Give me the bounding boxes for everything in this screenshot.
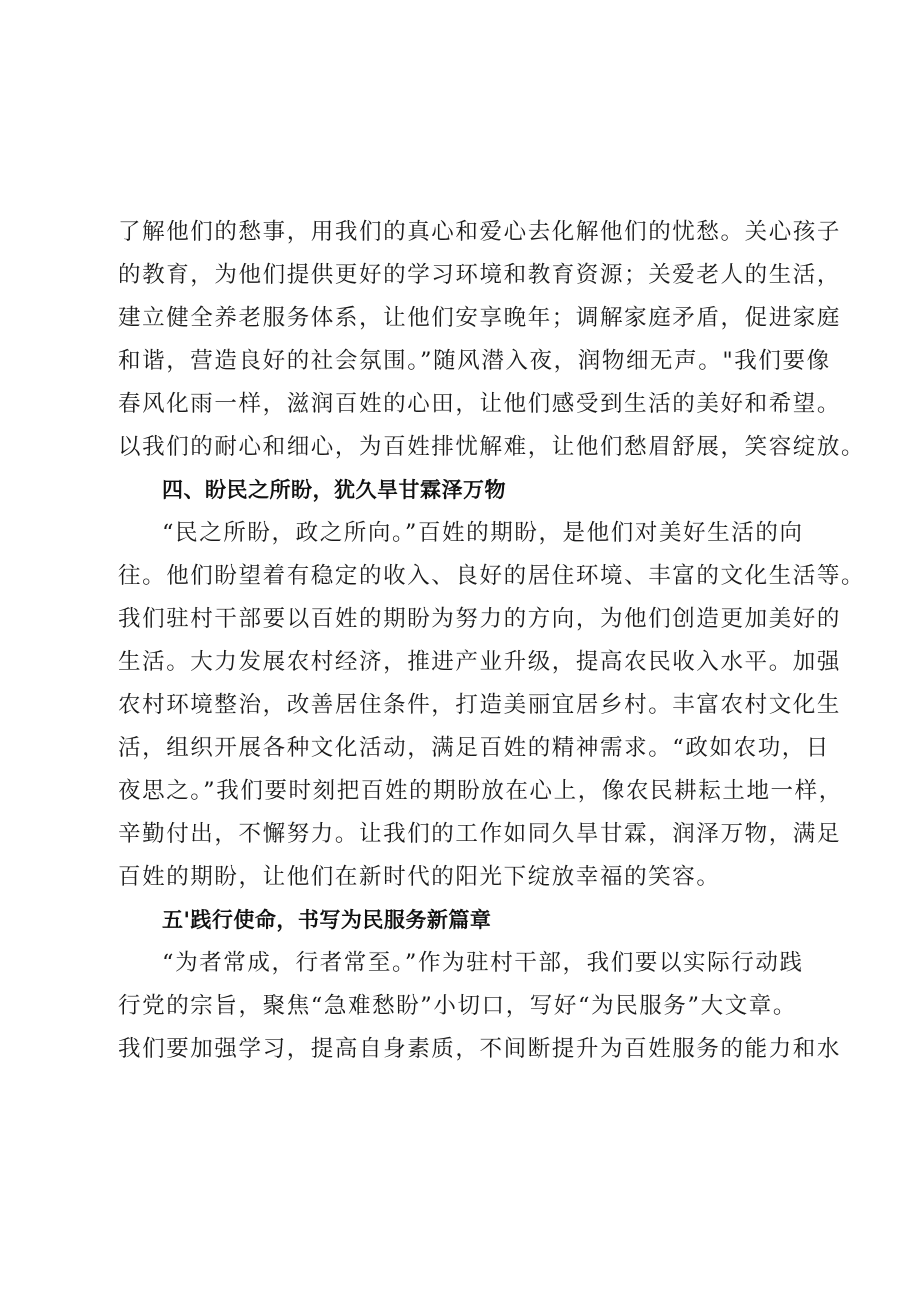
paragraph-line: 建立健全养老服务体系，让他们安享晚年；调解家庭矛盾，促进家庭 [118,305,842,331]
paragraph-line: 辛勤付出，不懈努力。让我们的工作如同久旱甘霖，润泽万物，满足 [118,821,842,847]
paragraph-line: 生活。大力发展农村经济，推进产业升级，提高农民收入水平。加强 [118,649,842,675]
paragraph-line: 的教育，为他们提供更好的学习环境和教育资源；关爱老人的生活， [118,262,842,288]
paragraph-line: 农村环境整治，改善居住条件，打造美丽宜居乡村。丰富农村文化生 [118,692,842,718]
paragraph-line: 我们要加强学习，提高自身素质，不间断提升为百姓服务的能力和水 [118,1036,842,1062]
paragraph-line: “民之所盼，政之所向。”百姓的期盼，是他们对美好生活的向 [162,520,804,546]
paragraph-line: 和谐，营造良好的社会氛围。”随风潜入夜，润物细无声。"我们要像 [118,348,831,374]
paragraph-line: 了解他们的愁事，用我们的真心和爱心去化解他们的忧愁。关心孩子 [118,219,842,245]
paragraph-line: 夜思之。”我们要时刻把百姓的期盼放在心上，像农民耕耘土地一样， [118,778,843,804]
paragraph-line: 我们驻村干部要以百姓的期盼为努力的方向，为他们创造更加美好的 [118,606,842,632]
paragraph-line: 行党的宗旨，聚焦“急难愁盼”小切口，写好“为民服务”大文章。 [118,993,798,1019]
paragraph-line: 春风化雨一样，滋润百姓的心田，让他们感受到生活的美好和希望。 [118,391,842,417]
paragraph-line: “为者常成，行者常至。”作为驻村干部，我们要以实际行动践 [162,950,804,976]
paragraph-line: 以我们的耐心和细心，为百姓排忧解难，让他们愁眉舒展，笑容绽放。 [118,434,866,460]
paragraph-line: 百姓的期盼，让他们在新时代的阳光下绽放幸福的笑容。 [118,864,721,890]
paragraph-line: 往。他们盼望着有稳定的收入、良好的居住环境、丰富的文化生活等。 [118,563,866,589]
section-heading-5: 五'践行使命，书写为民服务新篇章 [162,908,492,932]
section-heading-4: 四、盼民之所盼，犹久旱甘霖泽万物 [162,478,506,502]
paragraph-line: 活，组织开展各种文化活动，满足百姓的精神需求。“政如农功，日 [118,735,831,761]
